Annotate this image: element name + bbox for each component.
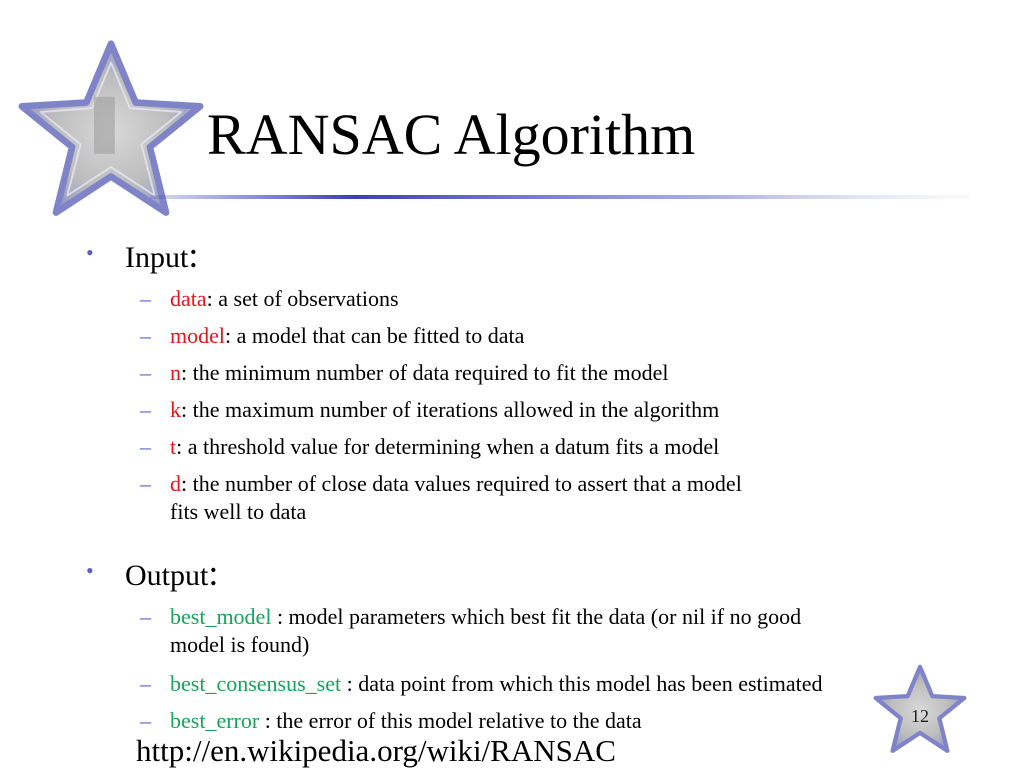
- bullet-dot: •: [86, 240, 94, 265]
- keyword-best-consensus-set: best_consensus_set: [170, 671, 342, 696]
- keyword-model: model: [170, 323, 225, 348]
- keyword-t: t: [170, 434, 177, 459]
- keyword-best-model: best_model: [170, 604, 272, 629]
- keyword-data: data: [170, 286, 207, 311]
- input-heading: Input:: [125, 235, 199, 275]
- slide-title: RANSAC Algorithm: [207, 102, 696, 167]
- output-item-best-model-continuation: model is found): [170, 632, 310, 657]
- keyword-k: k: [170, 397, 181, 422]
- output-heading: Output:: [125, 553, 219, 593]
- page-number: 12: [911, 706, 929, 726]
- keyword-d: d: [170, 471, 181, 496]
- keyword-best-error: best_error: [170, 708, 260, 733]
- keyword-n: n: [170, 360, 181, 385]
- title-underline: [150, 194, 970, 202]
- slide: RANSAC Algorithm • Input: – data: a set of observations – model: a model that can be fitted to data – n: the minimum number of data required to fit the model – k: the maximum number of iterations allowed in the algorithm – t: a threshold value for determining when a datum fits a model – d: the number of close data values required to assert that a model fits well to data • Output: – best_model : model parameters which best fit the data (or nil if no good model is found) – best_consensus_set : data point from which this model has been estimated – best_error : the error of this model relative to the data 12 http://en.wikipedia.org/wiki/RANSAC: [0, 0, 1024, 768]
- bullet-dot: •: [86, 558, 94, 583]
- input-item-d-continuation: fits well to data: [170, 499, 307, 524]
- source-url[interactable]: http://en.wikipedia.org/wiki/RANSAC: [136, 733, 616, 768]
